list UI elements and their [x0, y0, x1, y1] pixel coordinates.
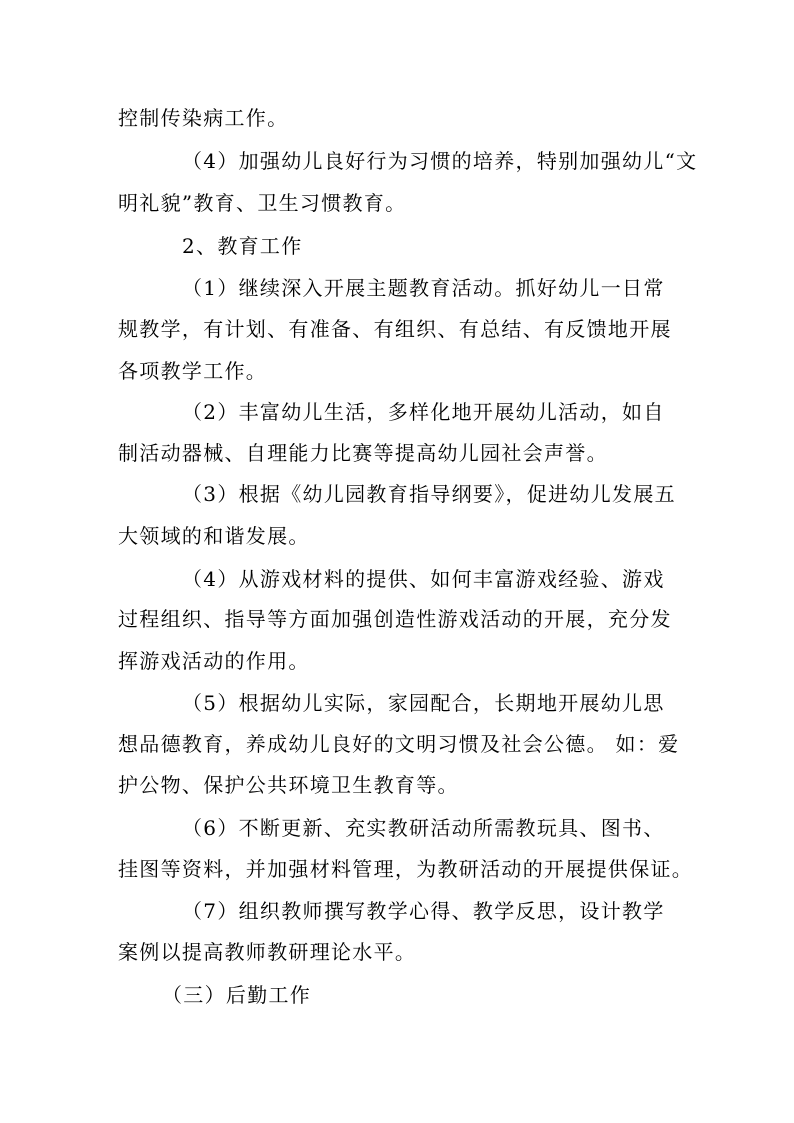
- paragraph-line: 大领域的和谐发展。: [118, 524, 310, 548]
- paragraph-line: 制活动器械、自理能力比赛等提高幼儿园社会声誉。: [118, 441, 608, 465]
- paragraph-line: （4）加强幼儿良好行为习惯的培养，特别加强幼儿“文: [182, 149, 698, 173]
- paragraph-line: 案例以提高教师教研理论水平。: [118, 940, 417, 964]
- paragraph-line: （1）继续深入开展主题教育活动。抓好幼儿一日常: [182, 276, 665, 300]
- paragraph-line: 护公物、保护公共环境卫生教育等。: [118, 773, 459, 797]
- paragraph-line: 挂图等资料，并加强材料管理，为教研活动的开展提供保证。: [118, 857, 694, 881]
- paragraph-line: （3）根据《幼儿园教育指导纲要》，促进幼儿发展五: [182, 482, 676, 506]
- paragraph-line: 各项教学工作。: [118, 359, 268, 383]
- paragraph-line: 控制传染病工作。: [118, 106, 289, 130]
- paragraph-line: （2）丰富幼儿生活，多样化地开展幼儿活动，如自: [182, 400, 665, 424]
- paragraph-line: 明礼貌”教育、卫生习惯教育。: [118, 191, 407, 215]
- section-heading: （三）后勤工作: [162, 983, 312, 1007]
- paragraph-line: 挥游戏活动的作用。: [118, 649, 310, 673]
- paragraph-line: （5）根据幼儿实际，家园配合，长期地开展幼儿思: [182, 691, 665, 715]
- section-heading: 2、教育工作: [182, 234, 303, 258]
- paragraph-line: （7）组织教师撰写教学心得、教学反思，设计教学: [182, 899, 665, 923]
- paragraph-line: （4）从游戏材料的提供、如何丰富游戏经验、游戏: [182, 567, 665, 591]
- paragraph-line: 过程组织、指导等方面加强创造性游戏活动的开展，充分发: [118, 607, 672, 631]
- paragraph-line: （6）不断更新、充实教研活动所需教玩具、图书、: [182, 816, 665, 840]
- paragraph-line: 规教学，有计划、有准备、有组织、有总结、有反馈地开展: [118, 317, 672, 341]
- paragraph-line: 想品德教育，养成幼儿良好的文明习惯及社会公德。 如：爱: [118, 732, 680, 756]
